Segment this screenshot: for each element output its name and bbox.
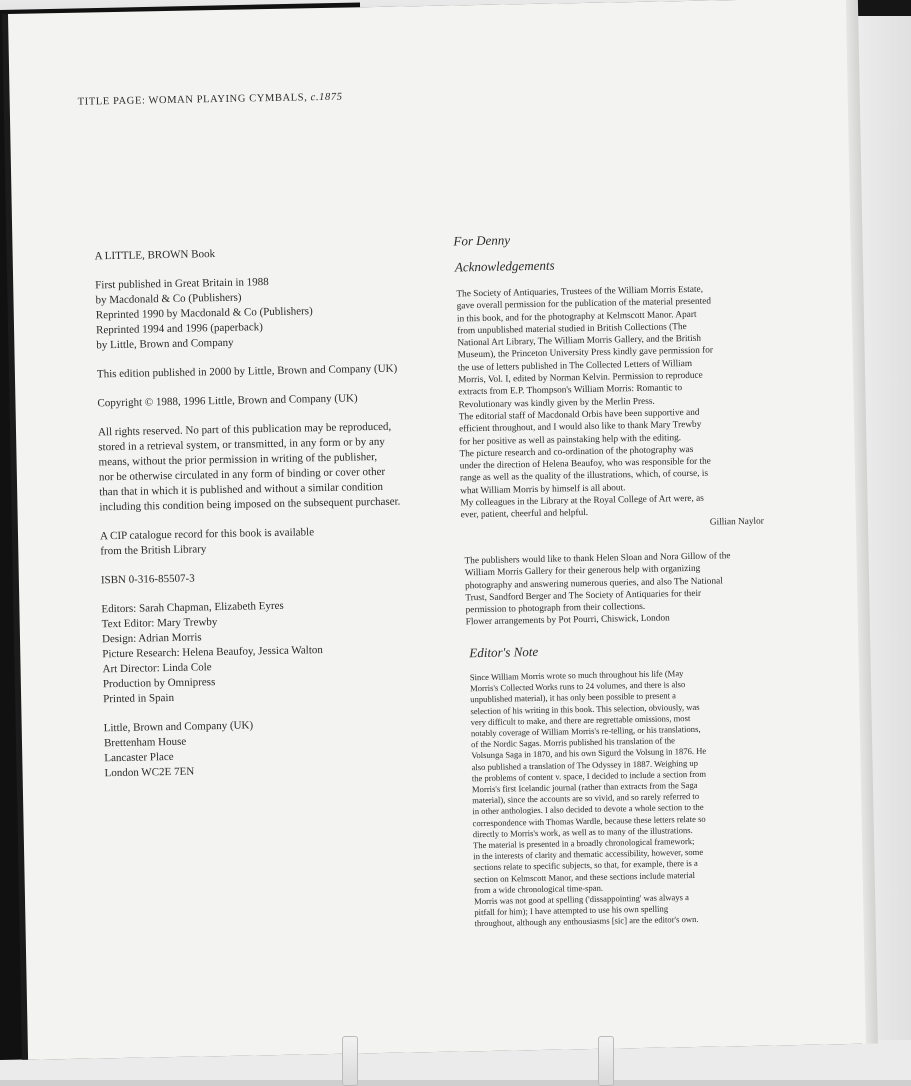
note-line: correspondence with Thomas Wardle, because these letters relate so — [472, 813, 706, 828]
caption-date: c.1875 — [310, 91, 343, 104]
credit-line: Design: Adrian Morris — [101, 631, 202, 646]
rights-line: All rights reserved. No part of this publication may be reproduced, — [97, 420, 392, 439]
ack-line: Morris, Vol. I, edited by Norman Kelvin. Permission to reproduce — [458, 370, 703, 386]
credit-line: Production by Omnipress — [102, 676, 216, 691]
ack-line: Revolutionary was kindly given by the Merlin Press. — [458, 396, 655, 411]
imprint-column — [95, 244, 406, 782]
address-line: London WC2E 7EN — [104, 765, 195, 780]
rights-line: nor be otherwise circulated in any form of binding or cover other — [98, 465, 386, 484]
ack-line: range as well as the quality of the illustrations, which, of course, is — [459, 469, 709, 484]
note-line: very difficult to make, and there are regrettable omissions, most — [470, 712, 691, 728]
note-line: selection of his writing in this book. This selection, obviously, was — [470, 701, 700, 716]
thanks-line: permission to photograph from their collections. — [465, 602, 646, 616]
stand-clip-left — [342, 1036, 358, 1086]
ack-line: in this book, and for the photography at Kelmscott Manor. Apart — [456, 309, 697, 325]
thanks-line: The publishers would like to thank Helen Sloan and Nora Gillow of the — [464, 551, 731, 567]
credit-line: Editors: Sarah Chapman, Elizabeth Eyres — [101, 599, 284, 616]
ack-line: gave overall permission for the publication of the material presented — [456, 296, 712, 312]
history-line: Reprinted 1990 by Macdonald & Co (Publishers) — [95, 305, 313, 322]
history-line: First published in Great Britain in 1988 — [95, 276, 269, 292]
editors-note-body — [470, 668, 710, 930]
cip-line: from the British Library — [100, 543, 207, 558]
note-line: unpublished material), it has only been possible to present a — [470, 690, 677, 705]
ack-line: Museum), the Princeton University Press kindly gave permission for — [457, 346, 714, 361]
book-line: A LITTLE, BROWN Book — [94, 248, 216, 263]
note-line: Morris's Collected Works runs to 24 volumes, and there is also — [469, 679, 686, 694]
address-line: Brettenham House — [103, 735, 187, 750]
history-line: by Little, Brown and Company — [96, 336, 234, 352]
note-line: the problems of content v. space, I decided to include a section from — [471, 768, 707, 784]
credit-line: Text Editor: Mary Trewby — [101, 616, 218, 631]
isbn: ISBN 0-316-85507-3 — [100, 572, 195, 587]
cip-line: A CIP catalogue record for this book is available — [99, 526, 315, 543]
note-line: The material is presented in a broadly chronological framework; — [472, 836, 695, 851]
thanks-line: Flower arrangements by Pot Pourri, Chiswick, London — [465, 613, 670, 628]
note-line: Volsunga Saga in 1870, and his own Sigurd the Volsung in 1876. He — [471, 746, 707, 761]
credit-line: Picture Research: Helena Beaufoy, Jessica Walton — [102, 644, 323, 661]
note-line: section on Kelmscott Manor, and these sections include material — [473, 869, 696, 884]
note-line: of the Nordic Sagas. Morris published his translation of the — [471, 735, 676, 750]
note-line: from a wide chronological time-span. — [473, 882, 604, 896]
history-line: by Macdonald & Co (Publishers) — [95, 291, 242, 307]
publishers-thanks — [464, 550, 731, 629]
ack-line: efficient throughout, and I would also like to thank Mary Trewby — [458, 420, 702, 435]
credit-line: Printed in Spain — [103, 691, 175, 706]
note-line: Since William Morris wrote so much throughout his life (May — [469, 668, 684, 683]
editors-note-heading: Editor's Note — [469, 643, 539, 661]
title-page-caption — [78, 92, 343, 108]
rights-line: including this condition being imposed on the subsequent purchaser. — [99, 495, 401, 514]
history-line: Reprinted 1994 and 1996 (paperback) — [95, 321, 263, 337]
note-line: Morris's first Icelandic journal (rather than extracts from the Saga — [471, 779, 698, 795]
note-line: pitfall for him); I have attempted to use his own spelling — [474, 903, 669, 918]
ack-line: under the direction of Helena Beaufoy, who was responsible for the — [459, 456, 711, 472]
ack-line: The picture research and co-ordination of the photography was — [459, 444, 694, 460]
thanks-line: Trust, Sandford Berger and The Society of Antiquaries for their — [465, 588, 702, 604]
note-line: sections relate to specific subjects, so that, for example, there is a — [473, 858, 698, 873]
thanks-line: William Morris Gallery for their generous help with organizing — [464, 564, 701, 579]
ack-line: extracts from E.P. Thompson's William Morris: Romantic to — [458, 383, 683, 398]
acknowledgements-heading: Acknowledgements — [454, 257, 555, 275]
ack-line: The editorial staff of Macdonald Orbis have been supportive and — [458, 407, 700, 423]
acknowledgements-signature: Gillian Naylor — [709, 516, 764, 528]
book-page — [8, 0, 868, 1060]
copyright-line: Copyright © 1988, 1996 Little, Brown and Company (UK) — [97, 392, 358, 410]
caption-label: TITLE PAGE: WOMAN PLAYING CYMBALS, — [77, 92, 308, 108]
credit-line: Art Director: Linda Cole — [102, 661, 212, 676]
dedication: For Denny — [453, 232, 511, 249]
note-line: directly to Morris's work, as well as to many of the illustrations. — [472, 824, 693, 840]
edition-line: This edition published in 2000 by Little, Brown and Company (UK) — [96, 362, 398, 381]
rights-line: than that in which it is published and without a similar condition — [99, 480, 384, 499]
ack-line: ever, patient, cheerful and helpful. — [460, 508, 589, 521]
acknowledgements-body — [456, 284, 716, 523]
ack-line: My colleagues in the Library at the Royal College of Art were, as — [460, 493, 704, 509]
ack-line: National Art Library, The William Morris Gallery, and the British — [457, 333, 702, 349]
ack-line: from unpublished material studied in British Collections (The — [457, 321, 687, 337]
note-line: also published a translation of The Odyssey in 1887. Weighing up — [471, 757, 699, 772]
rights-line: means, without the prior permission in writing of the publisher, — [98, 450, 378, 469]
ack-line: for her positive as well as painstaking help with the editing. — [459, 432, 682, 447]
note-line: notably coverage of William Morris's re-telling, or his translations, — [470, 723, 701, 739]
ack-line: the use of letters published in The Collected Letters of William — [457, 358, 693, 374]
note-line: throughout, although any enthousiasms [sic] are the editor's own. — [474, 914, 699, 929]
address-line: Little, Brown and Company (UK) — [103, 719, 254, 735]
ack-line: The Society of Antiquaries, Trustees of the William Morris Estate, — [456, 284, 704, 300]
note-line: in the interests of clarity and thematic accessibility, however, some — [473, 847, 704, 862]
thanks-line: photography and answering numerous queries, and also The National — [464, 575, 723, 591]
note-line: in other anthologies. I also decided to devote a whole section to the — [472, 802, 704, 817]
rights-line: stored in a retrieval system, or transmitted, in any form or by any — [98, 435, 385, 454]
note-line: material), since the accounts are so vivid, and so rarely referred to — [472, 791, 700, 806]
ack-line: what William Morris by himself is all about. — [460, 482, 626, 497]
stand-clip-right — [598, 1036, 614, 1086]
address-line: Lancaster Place — [104, 750, 174, 765]
note-line: Morris was not good at spelling ('dissappointing' was always a — [474, 892, 689, 907]
